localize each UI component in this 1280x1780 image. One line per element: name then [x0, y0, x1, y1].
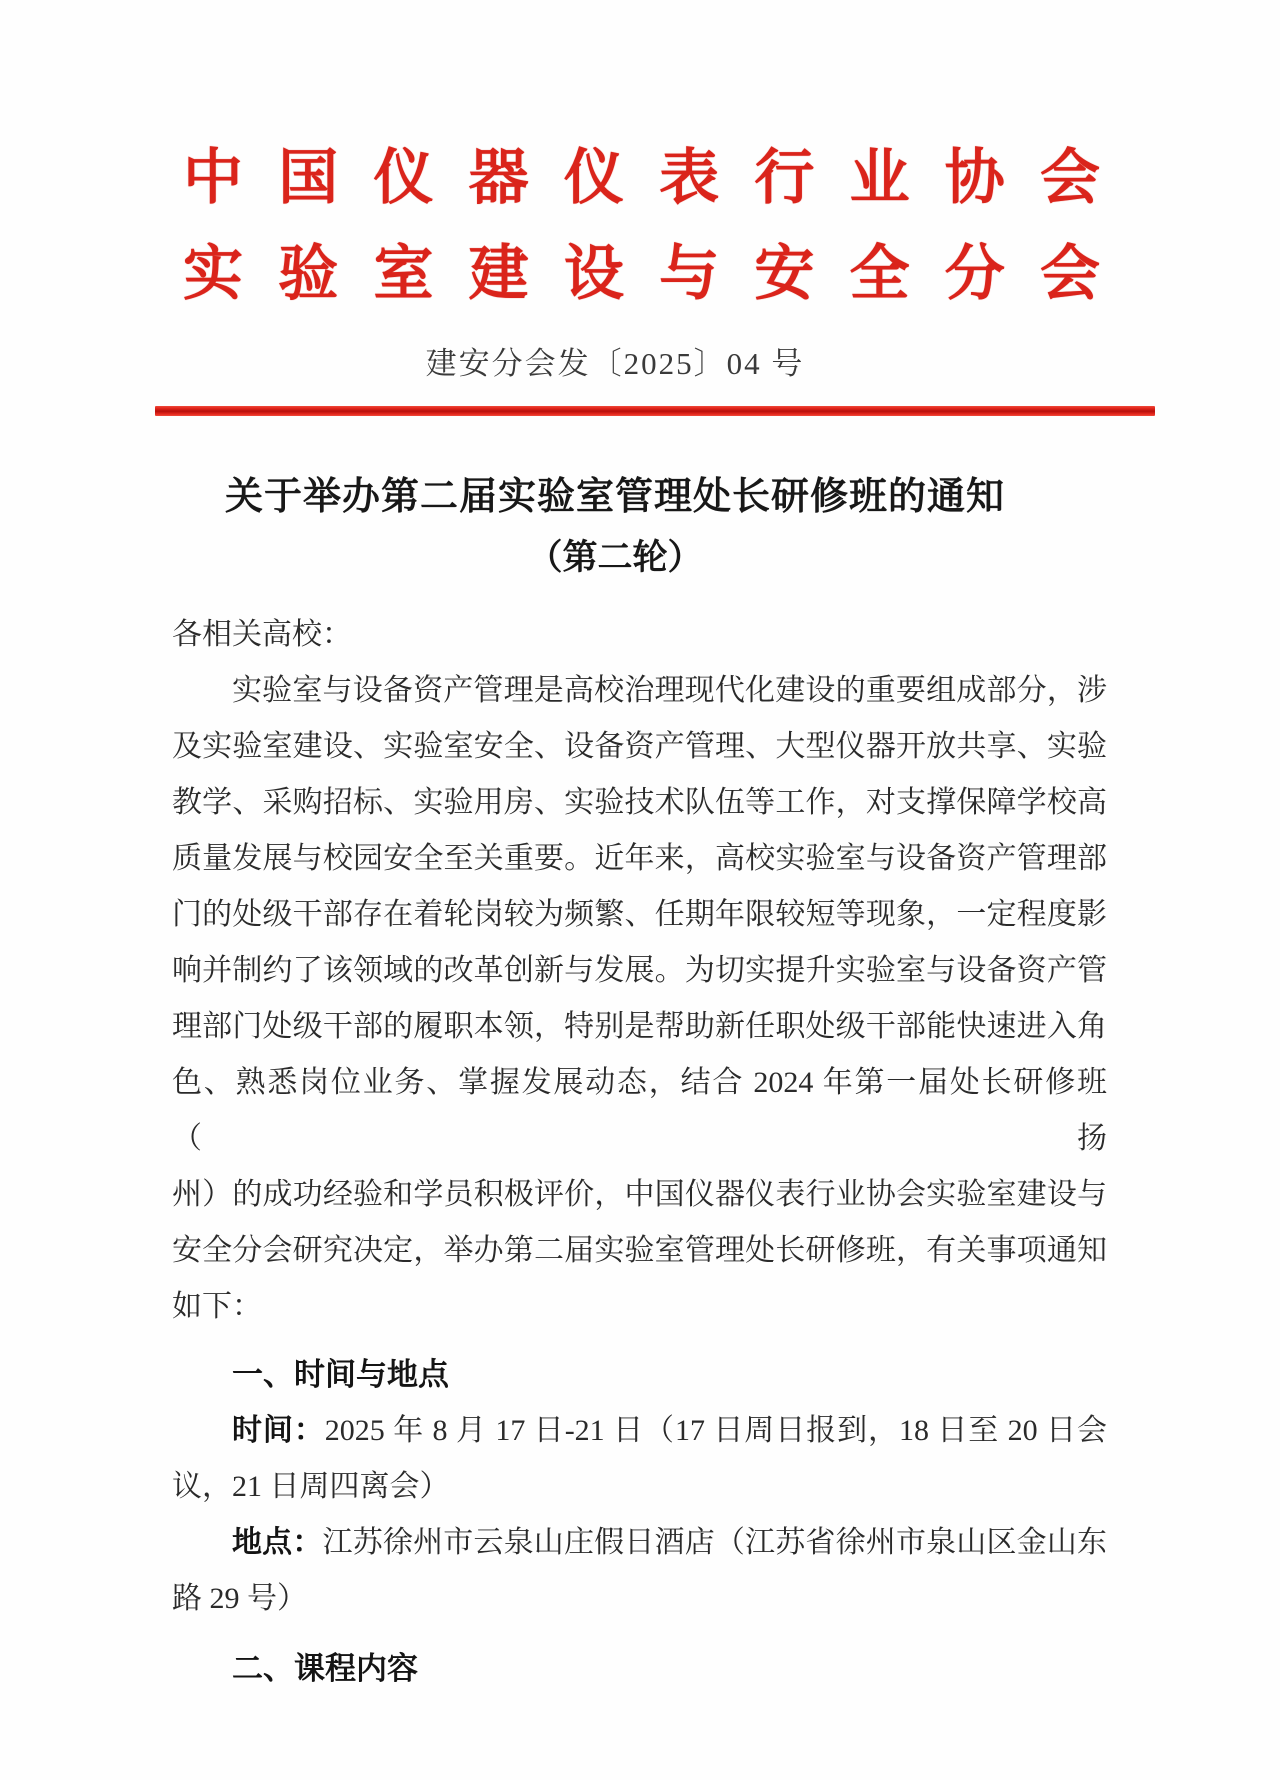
time-line-1 — [172, 1403, 1107, 1459]
notice-body — [172, 607, 1107, 1697]
place-value-line1: 江苏徐州市云泉山庄假日酒店（江苏省徐州市泉山区金山东 — [322, 1526, 1108, 1559]
time-value-line2: 议，21 日周四离会） — [172, 1470, 450, 1503]
salutation: 各相关高校： — [172, 618, 352, 651]
paragraph-line: 教学、采购招标、实验用房、实验技术队伍等工作，对支撑保障学校高 — [172, 786, 1107, 819]
paragraph-line: 安全分会研究决定，举办第二届实验室管理处长研修班，有关事项通知 — [172, 1234, 1107, 1267]
paragraph-line: 州）的成功经验和学员积极评价，中国仪器仪表行业协会实验室建设与 — [172, 1178, 1107, 1211]
section-heading-time-place: 一、时间与地点 — [232, 1357, 449, 1392]
notice-subtitle: （第二轮） — [527, 538, 703, 577]
place-label: 地点： — [232, 1526, 323, 1559]
paragraph-line: 门的处级干部存在着轮岗较为频繁、任期年限较短等现象，一定程度影 — [172, 898, 1107, 931]
notice-title: 关于举办第二届实验室管理处长研修班的通知 — [224, 476, 1005, 518]
org-name-line2: 实验室建设与安全分会 — [183, 241, 1101, 307]
paragraph-line: 响并制约了该领域的改革创新与发展。为切实提升实验室与设备资产管 — [172, 954, 1107, 987]
place-value-line2: 路 29 号） — [172, 1582, 307, 1615]
paragraph-line: 如下： — [172, 1290, 262, 1323]
paragraph-line: 质量发展与校园安全至关重要。近年来，高校实验室与设备资产管理部 — [172, 842, 1107, 875]
red-divider-rule — [155, 406, 1155, 416]
org-name-line1: 中国仪器仪表行业协会 — [183, 145, 1101, 211]
section-heading-course-content: 二、课程内容 — [232, 1651, 418, 1686]
time-label: 时间： — [232, 1414, 325, 1447]
doc-number: 建安分会发〔2025〕04 号 — [425, 346, 805, 381]
document-page — [0, 130, 1280, 1780]
time-value-line1: 2025 年 8 月 17 日-21 日（17 日周日报到，18 日至 20 日会 — [324, 1414, 1107, 1447]
paragraph-line: 实验室与设备资产管理是高校治理现代化建设的重要组成部分，涉 — [232, 674, 1107, 707]
place-line-1 — [172, 1515, 1107, 1571]
paragraph-line: 理部门处级干部的履职本领，特别是帮助新任职处级干部能快速进入角 — [172, 1010, 1107, 1043]
paragraph-line: 及实验室建设、实验室安全、设备资产管理、大型仪器开放共享、实验 — [172, 730, 1107, 763]
paragraph-line: 色、熟悉岗位业务、掌握发展动态，结合 2024 年第一届处长研修班（扬 — [172, 1066, 1107, 1155]
